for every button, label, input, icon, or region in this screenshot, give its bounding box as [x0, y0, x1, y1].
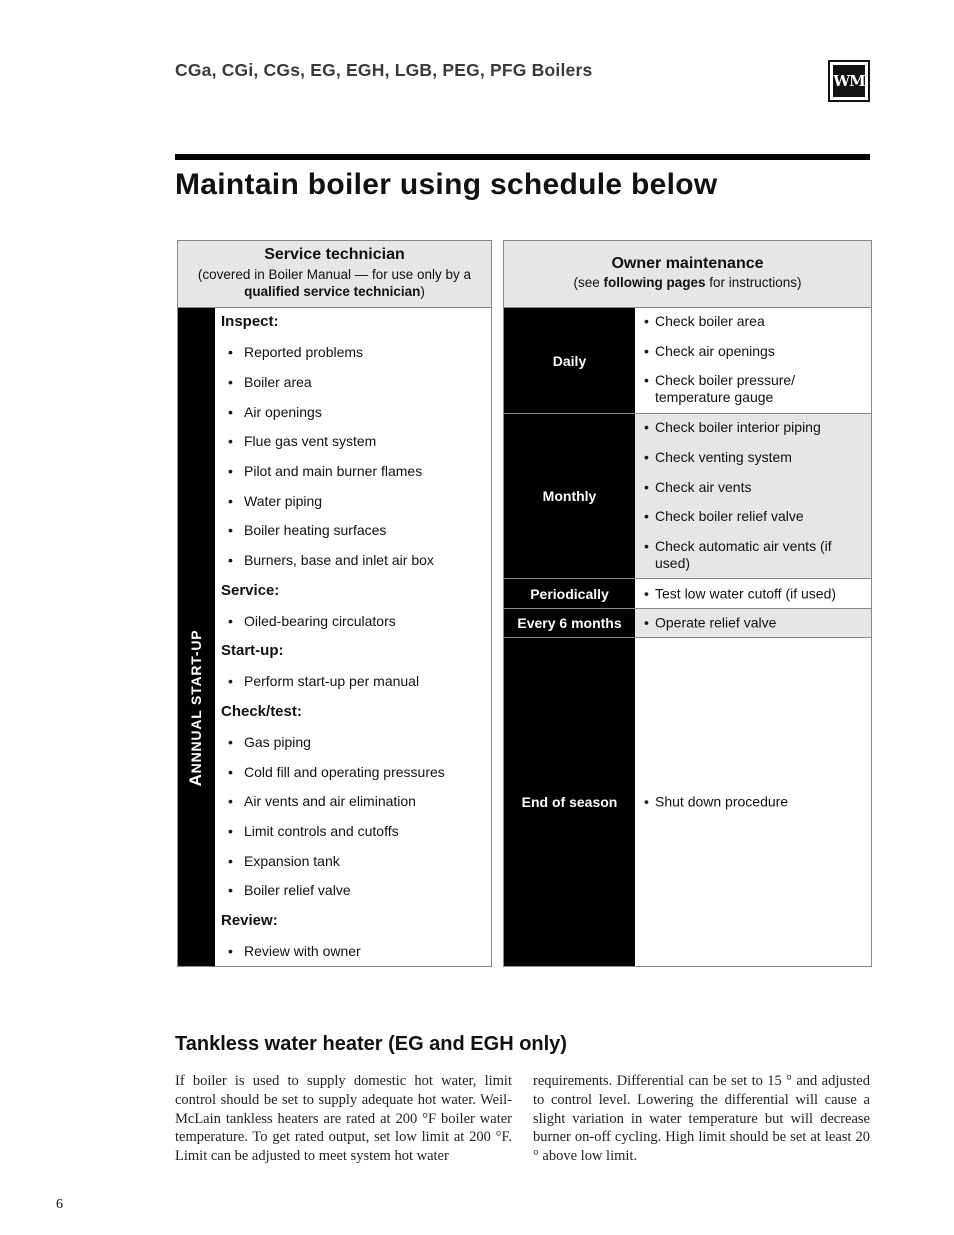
owner-maintenance-table [503, 240, 872, 967]
schedule-row-monthly [504, 414, 871, 579]
section-title: Check/test: [221, 703, 302, 720]
tankless-paragraph-right: requirements. Differential can be set to 15 ° and adjusted to control level. Lowering the differential will cause a slight variation in water temperature but will decrease burner on-off cycling. High limit should be set at least 20 ° above low limit. [533, 1073, 870, 1165]
list-item: • Water piping [244, 493, 322, 509]
list-item: • Perform start-up per manual [244, 673, 419, 689]
list-item: • Boiler heating surfaces [244, 522, 386, 538]
page-title: Maintain boiler using schedule below [175, 168, 718, 201]
list-item: • Boiler relief valve [244, 882, 351, 898]
task-list [635, 414, 871, 578]
list-item: • Air vents and air elimination [244, 793, 416, 809]
owner-maintenance-subheading [504, 275, 871, 290]
weil-mclain-logo [828, 60, 870, 102]
task-item: • Check boiler pressure/ temperature gauge [655, 372, 855, 406]
section-title: Inspect: [221, 313, 279, 330]
list-item: • Limit controls and cutoffs [244, 823, 399, 839]
frequency-label: Periodically [504, 579, 635, 608]
list-item: • Pilot and main burner flames [244, 463, 422, 479]
list-item: • Boiler area [244, 374, 312, 390]
frequency-label: End of season [504, 638, 635, 966]
annual-startup-label [186, 630, 206, 787]
list-item: • Oiled-bearing circulators [244, 613, 396, 629]
list-item: • Review with owner [244, 943, 361, 959]
task-item: • Check boiler relief valve [655, 508, 855, 525]
tankless-paragraph-left: If boiler is used to supply domestic hot water, limit control should be set to supply adequate hot water. Weil-McLain tankless heaters are rated at 200 °F boiler water temperature. To get rated output, set low limit at 200 °F. Limit can be adjusted to meet system hot water [175, 1073, 512, 1165]
label-rest: NNNUAL START-UP [188, 629, 204, 774]
title-rule [175, 154, 870, 160]
list-item: • Flue gas vent system [244, 433, 376, 449]
schedule-row-every-6-months [504, 609, 871, 638]
tankless-section-title: Tankless water heater (EG and EGH only) [175, 1033, 567, 1055]
service-technician-subheading [178, 266, 491, 300]
header-title: CGa, CGi, CGs, EG, EGH, LGB, PEG, PFG Boilers [175, 60, 593, 80]
task-item: • Check air vents [655, 479, 855, 496]
subheading-bold: qualified service technician [244, 284, 421, 299]
schedule-row-periodically [504, 579, 871, 609]
task-list [635, 609, 871, 637]
task-item: • Operate relief valve [655, 615, 855, 632]
list-item: • Air openings [244, 404, 322, 420]
owner-maintenance-heading: Owner maintenance [611, 255, 764, 272]
task-item: • Test low water cutoff (if used) [655, 585, 855, 602]
list-item: • Burners, base and inlet air box [244, 552, 434, 568]
list-item: • Reported problems [244, 344, 363, 360]
service-technician-table [177, 240, 492, 967]
service-technician-header [178, 241, 491, 308]
page-number: 6 [56, 1197, 63, 1212]
frequency-label: Monthly [504, 414, 635, 578]
task-list [635, 638, 871, 966]
logo-mark: WM [833, 65, 865, 97]
service-technician-heading: Service technician [264, 246, 405, 263]
annual-startup-sidebar [178, 308, 215, 966]
label-cap: A [186, 773, 205, 787]
list-item: • Gas piping [244, 734, 311, 750]
section-title: Start-up: [221, 642, 284, 659]
schedule-row-daily [504, 308, 871, 414]
frequency-label: Every 6 months [504, 609, 635, 637]
task-list [635, 579, 871, 608]
task-item: • Check boiler interior piping [655, 419, 855, 436]
task-item: • Check air openings [655, 343, 855, 360]
sub-post: for instructions) [705, 275, 802, 290]
list-item: • Cold fill and operating pressures [244, 764, 445, 780]
task-list [635, 308, 871, 413]
owner-maintenance-header [504, 241, 871, 308]
subheading-end: ) [420, 284, 425, 299]
task-item: • Shut down procedure [655, 794, 855, 811]
list-item: • Expansion tank [244, 853, 340, 869]
task-item: • Check boiler area [655, 313, 855, 330]
schedule-row-end-of-season [504, 638, 871, 966]
section-title: Review: [221, 912, 278, 929]
frequency-label: Daily [504, 308, 635, 413]
section-title: Service: [221, 582, 280, 599]
subheading-line1: (covered in Boiler Manual — for use only by a [197, 267, 472, 282]
task-item: • Check venting system [655, 449, 855, 466]
task-item: • Check automatic air vents (if used) [655, 538, 855, 572]
sub-bold: following pages [603, 275, 706, 290]
sub-pre: (see [573, 275, 604, 290]
